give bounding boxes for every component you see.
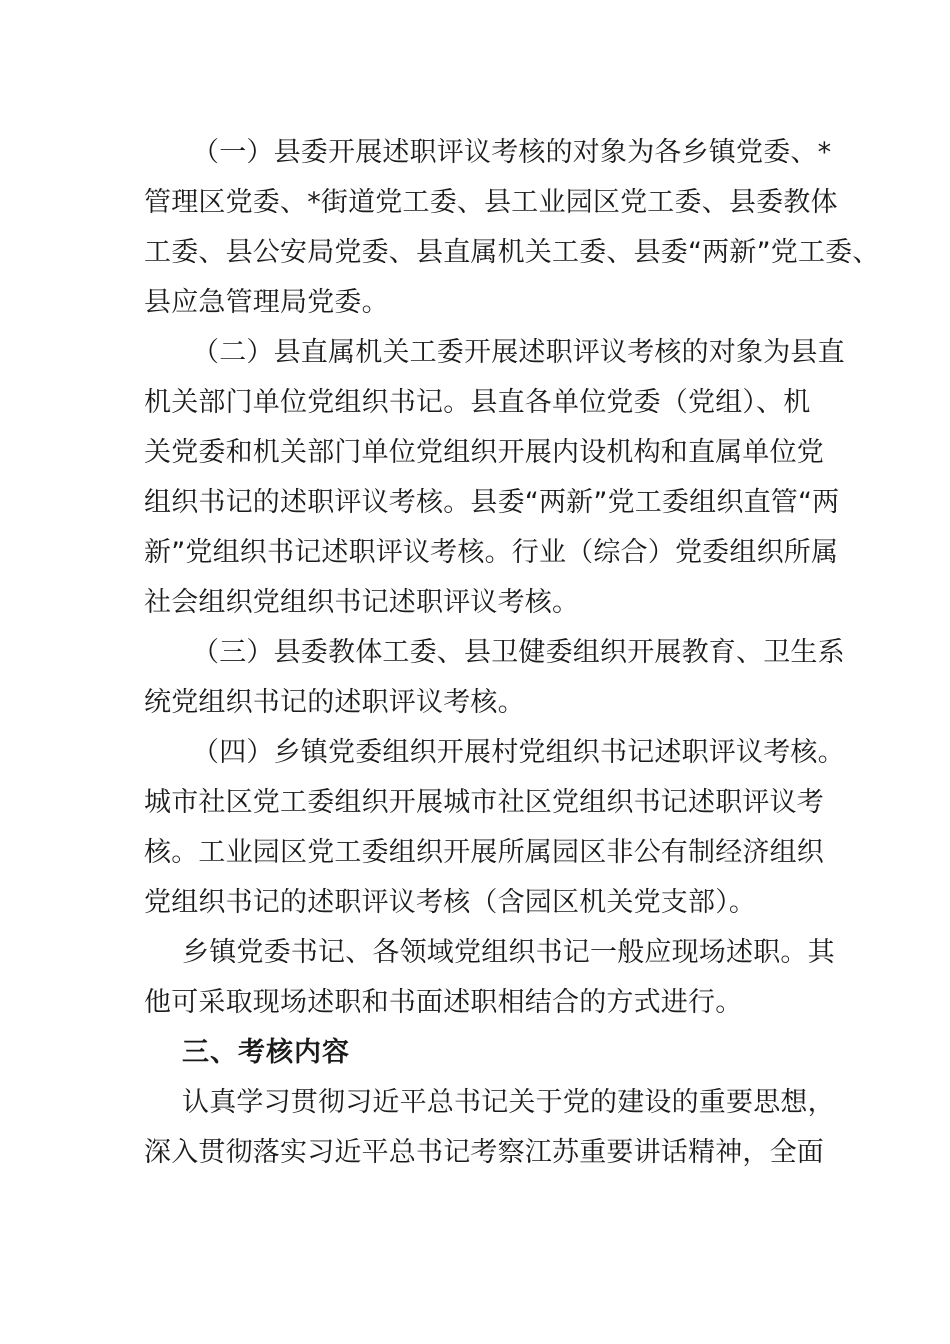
paragraph-line: 管理区党委、*街道党工委、县工业园区党工委、县委教体: [144, 187, 838, 218]
paragraph-line: 统党组织书记的述职评议考核。: [144, 687, 525, 718]
paragraph-line: 他可采取现场述职和书面述职相结合的方式进行。: [144, 987, 743, 1018]
paragraph-line: （二）县直属机关工委开展述职评议考核的对象为县直: [192, 337, 845, 368]
paragraph-line: 工委、县公安局党委、县直属机关工委、县委“两新”党工委、: [144, 237, 880, 268]
paragraph-line: 核。工业园区党工委组织开展所属园区非公有制经济组织: [144, 837, 824, 868]
paragraph-line: 机关部门单位党组织书记。县直各单位党委（党组）、机: [144, 387, 811, 418]
paragraph-line: （三）县委教体工委、县卫健委组织开展教育、卫生系: [192, 637, 845, 668]
paragraph-line: 组织书记的述职评议考核。县委“两新”党工委组织直管“两: [144, 487, 840, 518]
paragraph-line: 县应急管理局党委。: [144, 287, 389, 318]
paragraph-line: 乡镇党委书记、各领域党组织书记一般应现场述职。其: [182, 937, 835, 968]
section-heading: 三、考核内容: [182, 1037, 350, 1068]
paragraph-line: 关党委和机关部门单位党组织开展内设机构和直属单位党: [144, 437, 824, 468]
paragraph-line: 新”党组织书记述职评议考核。行业（综合）党委组织所属: [144, 537, 839, 568]
paragraph-line: （一）县委开展述职评议考核的对象为各乡镇党委、*: [192, 137, 832, 168]
paragraph-line: 社会组织党组织书记述职评议考核。: [144, 587, 580, 618]
paragraph-line: 认真学习贯彻习近平总书记关于党的建设的重要思想，: [182, 1087, 835, 1118]
paragraph-line: 党组织书记的述职评议考核（含园区机关党支部）。: [144, 887, 757, 918]
document-body: [144, 128, 880, 1178]
paragraph-line: 深入贯彻落实习近平总书记考察江苏重要讲话精神，全面: [144, 1137, 824, 1168]
paragraph-line: （四）乡镇党委组织开展村党组织书记述职评议考核。: [192, 737, 845, 768]
paragraph-line: 城市社区党工委组织开展城市社区党组织书记述职评议考: [144, 787, 824, 818]
